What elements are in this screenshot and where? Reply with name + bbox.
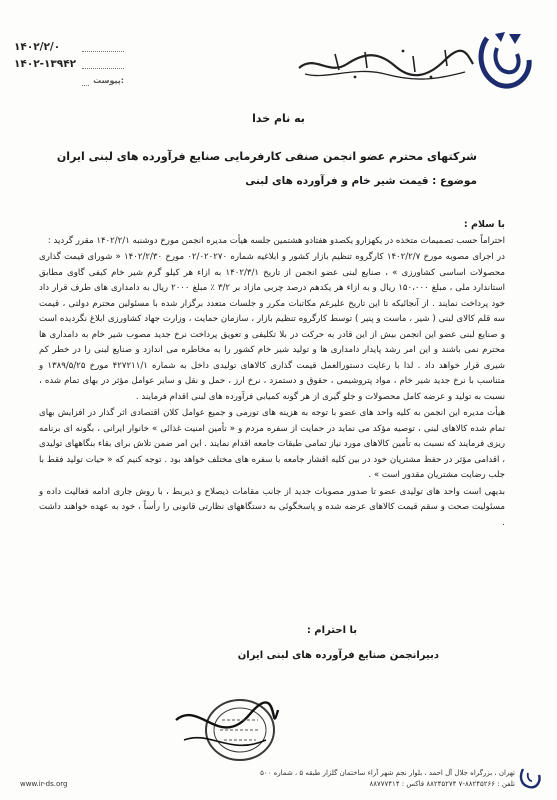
paragraph-responsibility: بدیهی است واحد های تولیدی عضو تا صدور مصوبات جدید از جانب مقامات ذیصلاح و ذیربط ، با روش جاری ادامه فعالیت داده و مسئولیت صحت و سقم قیمت کالاهای عرضه شده و پاسخگوئی به دستگاههای نظارتی قانونی را رأساً ، خود به عهده خواهند داشت .: [39, 486, 505, 528]
letter-number: ۱۴۰۲-۱۳۹۴۲: [14, 57, 77, 70]
paragraph-pricing: در اجرای مصوبه مورخ ۱۴۰۲/۲/۷ کارگروه تنظیم بازار کشور و ابلاغیه شماره ۰۲/۰۲۰۲۷۰ مورخ ۱۴۰۲/۲/۳۰ « شورای قیمت گذاری محصولات اساسی کشاورزی » ، صنایع لبنی عضو انجمن از تاریخ ۱۴۰۲/۳/۱ به ازاء هر کیلو گرم شیر خام کیفی گاوی مطابق استاندارد ملی ، مبلغ ۱۵۰،۰۰۰ ریال و به ازاء هر یکدهم درصد چربی مازاد بر ۳/۲ ٪ مبلغ ۲۰۰۰ ریال به دامداری های طرف قرار داد خود پرداخت نمایند . از آنجائیکه تا این تاریخ علیرغم مکاتبات مکرر و جلسات متعدد برگزار شده با مسئولین محترم دولتی ، قیمت سه قلم کالای لبنی ( شیر ، ماست و پنیر ) توسط کارگروه تنظیم بازار ، سازمان حمایت ، وزارت جهاد کشاورزی ابلاغ نگردیده است و صنایع لبنی عضو این انجمن بیش از این قادر به حرکت در بلا تکلیفی و تعویق پرداخت نرخ جدید مصوب شیر خام به دامداری ها محترم نمی باشند و این امر رشد پایدار دامداری ها و تولید شیر خام کشور را به مخاطره می اندازد و صنایع لبنی را در خطر کم شیری قرار خواهد داد . لذا با رعایت دستورالعمل قیمت گذاری کالاهای تولیدی داخل به شماره ۴۲۷۲۱۱/۱ مورخ ۱۳۸۹/۵/۲۵ و متناسب با نرخ جدید شیر خام ، مواد پتروشیمی ، حقوق و دستمزد ، نرخ ارز ، حمل و نقل و سایر عوامل مؤثر در بهای تمام شده ، نسبت به تولید و عرضه کامل محصولات و جلو گیری از هر گونه کمیابی فرآورده های لبنی اقدام فرمایند .: [39, 252, 505, 402]
recipient-line: شرکتهای محترم عضو انجمن صنفی کارفرمایی صنایع فرآورده های لبنی ایران: [56, 150, 477, 163]
letter-meta: [14, 38, 124, 89]
letter-footer: [20, 768, 515, 790]
footer-emblem-icon: [519, 765, 541, 791]
signer-title: دبیرانجمن صنایع فرآورده های لبنی ایران: [237, 650, 439, 661]
salutation: با سلام :: [463, 219, 505, 230]
drop-emblem-icon: [475, 30, 533, 92]
footer-website: www.ir-ds.org: [20, 780, 68, 788]
footer-phones: تلفن : ۸۸۲۴۵۲۶۶-۷ ۸۸۲۴۵۲۷۴ فاکس : ۸۸۷۷۷۴۱۴: [369, 780, 515, 788]
logo-calligraphy-icon: [295, 46, 475, 82]
closing: با احترام :: [306, 625, 357, 636]
footer-address: تهران ، بزرگراه جلال آل احمد ، بلوار نجم شهر آراء ساختمان گلزار طبقه ۵ ، شماره ۵۰۰: [260, 769, 515, 777]
letter-date: ۱۴۰۲/۲/۰: [14, 40, 61, 53]
attachment-label: پیوست:: [93, 76, 124, 85]
paragraph-intro: احتراماً حسب تصمیمات متخذه در یکهزارو یکصدو هفتادو هشتمین جلسه هیأت مدیره انجمن مورخ دوشنبه ۱۴۰۲/۲/۱ مقرر گردید :: [47, 235, 505, 246]
subject-line: موضوع : قیمت شیر خام و فرآورده های لبنی: [245, 175, 477, 187]
paragraph-recommendation: هیأت مدیره این انجمن به کلیه واحد های عضو با توجه به هزینه های تورمی و جمیع عوامل کلان اقتصادی اثر گذار در افزایش بهای تمام شده کالاهای لبنی ، توصیه مؤکد می نماید در حمایت از سفره مردم و « تأمین امنیت غذائی » خانوار ایرانی ، بگونه ای برنامه ریزی فرمایند که نسبت به تأمین کالاهای مورد نیاز تمامی طبقات جامعه اقدام نمایند . این امر ضمن تلاش برای بقاء بنگاههای تولیدی ، اقدامی مؤثر در حفظ مشتریان خود در بین کلیه اقشار جامعه با سفره های مختلف خواهد بود . توجه کنیم که « حیات تولید فقط با جلب رضایت مشتریان مقدور است » .: [39, 408, 505, 480]
attachment-row: [14, 72, 124, 89]
basmala: به نام خدا: [252, 112, 305, 125]
signature-stamp-icon: [170, 690, 280, 770]
date-row: [14, 38, 124, 55]
association-logo: [293, 30, 533, 92]
letter-body: [39, 217, 505, 531]
number-row: [14, 55, 124, 72]
